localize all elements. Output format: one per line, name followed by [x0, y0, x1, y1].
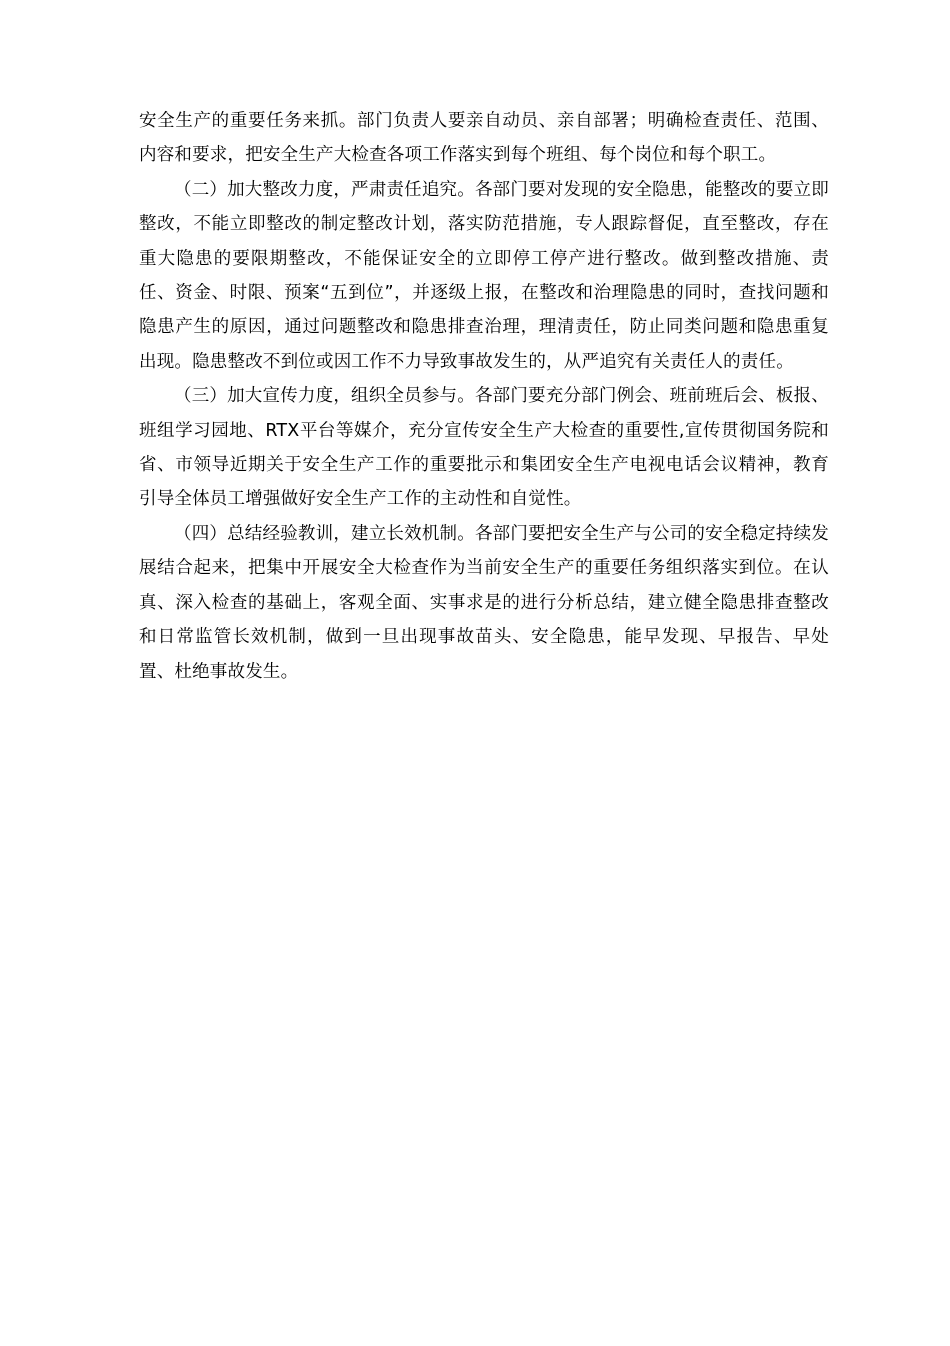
- document-body: [139, 104, 829, 689]
- paragraph-summary: （四）总结经验教训，建立长效机制。各部门要把安全生产与公司的安全稳定持续发展结合起来，把集中开展安全大检查作为当前安全生产的重要任务组织落实到位。在认真、深入检查的基础上，客观全面、实事求是的进行分析总结，建立健全隐患排查整改和日常监管长效机制，做到一旦出现事故苗头、安全隐患，能早发现、早报告、早处置、杜绝事故发生。: [139, 523, 829, 682]
- paragraph-continuation: 安全生产的重要任务来抓。部门负责人要亲自动员、亲自部署；明确检查责任、范围、内容和要求，把安全生产大检查各项工作落实到每个班组、每个岗位和每个职工。: [139, 111, 829, 166]
- paragraph-rectification: （二）加大整改力度，严肃责任追究。各部门要对发现的安全隐患，能整改的要立即整改，不能立即整改的制定整改计划，落实防范措施，专人跟踪督促，直至整改，存在重大隐患的要限期整改，不能保证安全的立即停工停产进行整改。做到整改措施、责任、资金、时限、预案“五到位”，并逐级上报，在整改和治理隐患的同时，查找问题和隐患产生的原因，通过问题整改和隐患排查治理，理清责任，防止同类问题和隐患重复出现。隐患整改不到位或因工作不力导致事故发生的，从严追究有关责任人的责任。: [139, 179, 829, 372]
- paragraph-publicity: （三）加大宣传力度，组织全员参与。各部门要充分部门例会、班前班后会、板报、班组学习园地、RTX平台等媒介，充分宣传安全生产大检查的重要性,宣传贯彻国务院和省、市领导近期关于安全生产工作的重要批示和集团安全生产电视电话会议精神，教育引导全体员工增强做好安全生产工作的主动性和自觉性。: [139, 386, 829, 510]
